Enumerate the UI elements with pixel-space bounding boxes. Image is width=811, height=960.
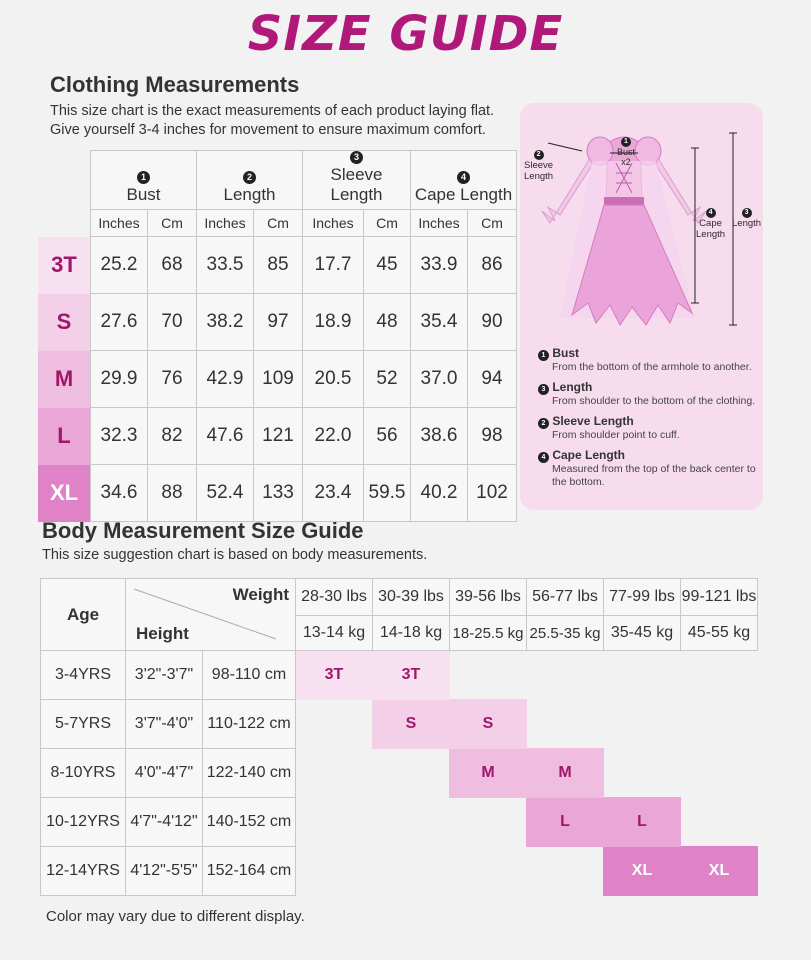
height-cell: 3'2"-3'7" (126, 651, 203, 700)
clothing-heading: Clothing Measurements (50, 72, 300, 97)
height-weight-header (126, 579, 296, 651)
measurement-cell: 29.9 (91, 351, 148, 408)
num-badge: 4 (457, 171, 470, 184)
measurement-cell: 34.6 (91, 465, 148, 522)
page-title: SIZE GUIDE (247, 6, 564, 62)
legend-desc: From shoulder point to cuff. (552, 429, 680, 441)
measurement-legend (538, 346, 760, 489)
measurement-cell: 59.5 (364, 465, 411, 522)
size-label: S (38, 294, 91, 351)
legend-item-length (538, 380, 760, 408)
corner-cell (38, 151, 91, 210)
empty-cell (527, 700, 604, 749)
table-row (41, 847, 758, 896)
cm-cell: 110-122 cm (203, 700, 296, 749)
empty-cell (373, 749, 450, 798)
col-label: Sleeve Length (330, 165, 383, 204)
height-header: Height (136, 624, 189, 643)
measurement-cell: 82 (148, 408, 197, 465)
empty-cell (296, 749, 373, 798)
empty-cell (681, 651, 758, 700)
table-row (38, 408, 517, 465)
unit-inches: Inches (197, 210, 254, 237)
size-band-cell: L (604, 798, 681, 847)
size-label: 3T (38, 237, 91, 294)
body-measurements-table (40, 578, 758, 896)
measurement-cell: 37.0 (411, 351, 468, 408)
measurement-cell: 76 (148, 351, 197, 408)
measurement-cell: 20.5 (303, 351, 364, 408)
measurement-cell: 98 (468, 408, 517, 465)
measurement-cell: 85 (254, 237, 303, 294)
legend-item-sleeve (538, 414, 760, 442)
measurement-cell: 68 (148, 237, 197, 294)
measurement-cell: 86 (468, 237, 517, 294)
age-cell: 5-7YRS (41, 700, 126, 749)
empty-cell (450, 847, 527, 896)
bust-diagram-label (615, 125, 637, 167)
clothing-note-1: This size chart is the exact measurements of each product laying flat. (50, 103, 495, 119)
empty-cell (681, 700, 758, 749)
weight-kg-1: 14-18 kg (373, 616, 450, 651)
unit-inches: Inches (91, 210, 148, 237)
sleeve-diagram-label (524, 137, 553, 182)
label-text: Bust x2 (616, 147, 635, 167)
size-band-cell: S (373, 700, 450, 749)
measurement-cell: 109 (254, 351, 303, 408)
measurement-cell: 52.4 (197, 465, 254, 522)
measurement-cell: 17.7 (303, 237, 364, 294)
empty-cell (296, 700, 373, 749)
label-text: Cape Length (696, 218, 726, 240)
unit-cm: Cm (148, 210, 197, 237)
weight-kg-5: 45-55 kg (681, 616, 758, 651)
size-label: M (38, 351, 91, 408)
size-band-cell: 3T (373, 651, 450, 700)
table-row (38, 465, 517, 522)
unit-cm: Cm (254, 210, 303, 237)
empty-cell (296, 798, 373, 847)
col-header-bust (91, 151, 197, 210)
legend-desc: From shoulder to the bottom of the clothing. (552, 395, 756, 407)
table-row (41, 798, 758, 847)
empty-cell (527, 651, 604, 700)
age-cell: 3-4YRS (41, 651, 126, 700)
measurement-cell: 52 (364, 351, 411, 408)
num-badge: 1 (137, 171, 150, 184)
measurement-cell: 47.6 (197, 408, 254, 465)
size-band-cell: M (450, 749, 527, 798)
num-badge: 2 (243, 171, 256, 184)
measurement-cell: 45 (364, 237, 411, 294)
legend-title (538, 414, 760, 429)
empty-cell (604, 749, 681, 798)
legend-title-text: Cape Length (552, 448, 626, 462)
body-heading: Body Measurement Size Guide (42, 518, 364, 543)
empty-cell (450, 798, 527, 847)
footer-note: Color may vary due to different display. (46, 908, 305, 925)
size-label: XL (38, 465, 91, 522)
dress-diagram-card (520, 103, 763, 510)
size-band-cell: L (527, 798, 604, 847)
table-row (38, 294, 517, 351)
legend-item-cape (538, 448, 760, 489)
height-cell: 4'7"-4'12" (126, 798, 203, 847)
table-row (38, 351, 517, 408)
num-badge: 1 (621, 137, 631, 147)
weight-lbs-5: 99-121 lbs (681, 579, 758, 616)
weight-lbs-3: 56-77 lbs (527, 579, 604, 616)
col-label: Cape Length (414, 185, 513, 204)
num-badge: 3 (350, 151, 363, 164)
unit-inches: Inches (411, 210, 468, 237)
legend-item-bust (538, 346, 760, 374)
measurement-cell: 40.2 (411, 465, 468, 522)
weight-kg-2: 18-25.5 kg (450, 616, 527, 651)
num-badge: 4 (538, 452, 549, 463)
col-header-sleeve (303, 151, 411, 210)
measurement-cell: 33.9 (411, 237, 468, 294)
legend-title-text: Length (552, 380, 593, 394)
col-header-cape (411, 151, 517, 210)
measurement-cell: 56 (364, 408, 411, 465)
table-row (38, 237, 517, 294)
measurement-cell: 32.3 (91, 408, 148, 465)
cm-cell: 152-164 cm (203, 847, 296, 896)
measurement-cell: 102 (468, 465, 517, 522)
weight-lbs-2: 39-56 lbs (450, 579, 527, 616)
clothing-measurements-table (38, 150, 517, 522)
legend-title (538, 346, 760, 361)
length-diagram-label (732, 206, 761, 229)
unit-inches: Inches (303, 210, 364, 237)
age-header: Age (41, 579, 126, 651)
cape-diagram-label (696, 195, 725, 240)
measurement-cell: 70 (148, 294, 197, 351)
legend-title (538, 448, 760, 463)
legend-desc: Measured from the top of the back center to the bottom. (552, 463, 756, 488)
measurement-cell: 38.2 (197, 294, 254, 351)
age-cell: 12-14YRS (41, 847, 126, 896)
age-cell: 8-10YRS (41, 749, 126, 798)
height-cell: 4'0"-4'7" (126, 749, 203, 798)
cm-cell: 122-140 cm (203, 749, 296, 798)
body-subtitle: This size suggestion chart is based on body measurements. (42, 547, 428, 563)
num-badge: 2 (534, 150, 544, 160)
measurement-cell: 23.4 (303, 465, 364, 522)
measurement-cell: 42.9 (197, 351, 254, 408)
size-band-cell: M (527, 749, 604, 798)
measurement-cell: 27.6 (91, 294, 148, 351)
empty-cell (681, 798, 758, 847)
weight-lbs-1: 30-39 lbs (373, 579, 450, 616)
measurement-cell: 48 (364, 294, 411, 351)
table-row (41, 700, 758, 749)
measurement-cell: 121 (254, 408, 303, 465)
label-text: Sleeve Length (524, 160, 554, 182)
size-band-cell: XL (604, 847, 681, 896)
measurement-cell: 22.0 (303, 408, 364, 465)
measurement-cell: 97 (254, 294, 303, 351)
empty-cell (604, 700, 681, 749)
weight-kg-4: 35-45 kg (604, 616, 681, 651)
height-cell: 4'12"-5'5" (126, 847, 203, 896)
measurement-cell: 88 (148, 465, 197, 522)
size-band-cell: 3T (296, 651, 373, 700)
table-row (41, 749, 758, 798)
num-badge: 4 (706, 208, 716, 218)
num-badge: 3 (742, 208, 752, 218)
legend-desc: From the bottom of the armhole to another. (552, 361, 752, 373)
corner-cell (38, 210, 91, 237)
legend-title-text: Sleeve Length (552, 414, 634, 428)
measurement-cell: 25.2 (91, 237, 148, 294)
cm-cell: 98-110 cm (203, 651, 296, 700)
measurement-cell: 94 (468, 351, 517, 408)
measurement-cell: 38.6 (411, 408, 468, 465)
weight-kg-3: 25.5-35 kg (527, 616, 604, 651)
age-cell: 10-12YRS (41, 798, 126, 847)
weight-kg-0: 13-14 kg (296, 616, 373, 651)
measurement-cell: 90 (468, 294, 517, 351)
empty-cell (681, 749, 758, 798)
weight-header: Weight (232, 585, 289, 604)
col-header-length (197, 151, 303, 210)
legend-title-text: Bust (552, 346, 580, 360)
col-label: Bust (126, 185, 161, 204)
empty-cell (373, 847, 450, 896)
measurement-cell: 33.5 (197, 237, 254, 294)
cm-cell: 140-152 cm (203, 798, 296, 847)
size-band-cell: XL (681, 847, 758, 896)
size-label: L (38, 408, 91, 465)
empty-cell (527, 847, 604, 896)
col-label: Length (223, 185, 276, 204)
size-band-cell: S (450, 700, 527, 749)
dress-illustration (520, 103, 763, 333)
height-cell: 3'7"-4'0" (126, 700, 203, 749)
label-text: Length (732, 218, 762, 229)
measurement-cell: 133 (254, 465, 303, 522)
measurement-cell: 18.9 (303, 294, 364, 351)
weight-lbs-4: 77-99 lbs (604, 579, 681, 616)
weight-lbs-0: 28-30 lbs (296, 579, 373, 616)
num-badge: 1 (538, 350, 549, 361)
empty-cell (373, 798, 450, 847)
unit-cm: Cm (468, 210, 517, 237)
clothing-note-2: Give yourself 3-4 inches for movement to ensure maximum comfort. (50, 122, 486, 138)
empty-cell (296, 847, 373, 896)
unit-cm: Cm (364, 210, 411, 237)
table-row (41, 651, 758, 700)
measurement-cell: 35.4 (411, 294, 468, 351)
empty-cell (450, 651, 527, 700)
num-badge: 3 (538, 384, 549, 395)
num-badge: 2 (538, 418, 549, 429)
empty-cell (604, 651, 681, 700)
legend-title (538, 380, 760, 395)
